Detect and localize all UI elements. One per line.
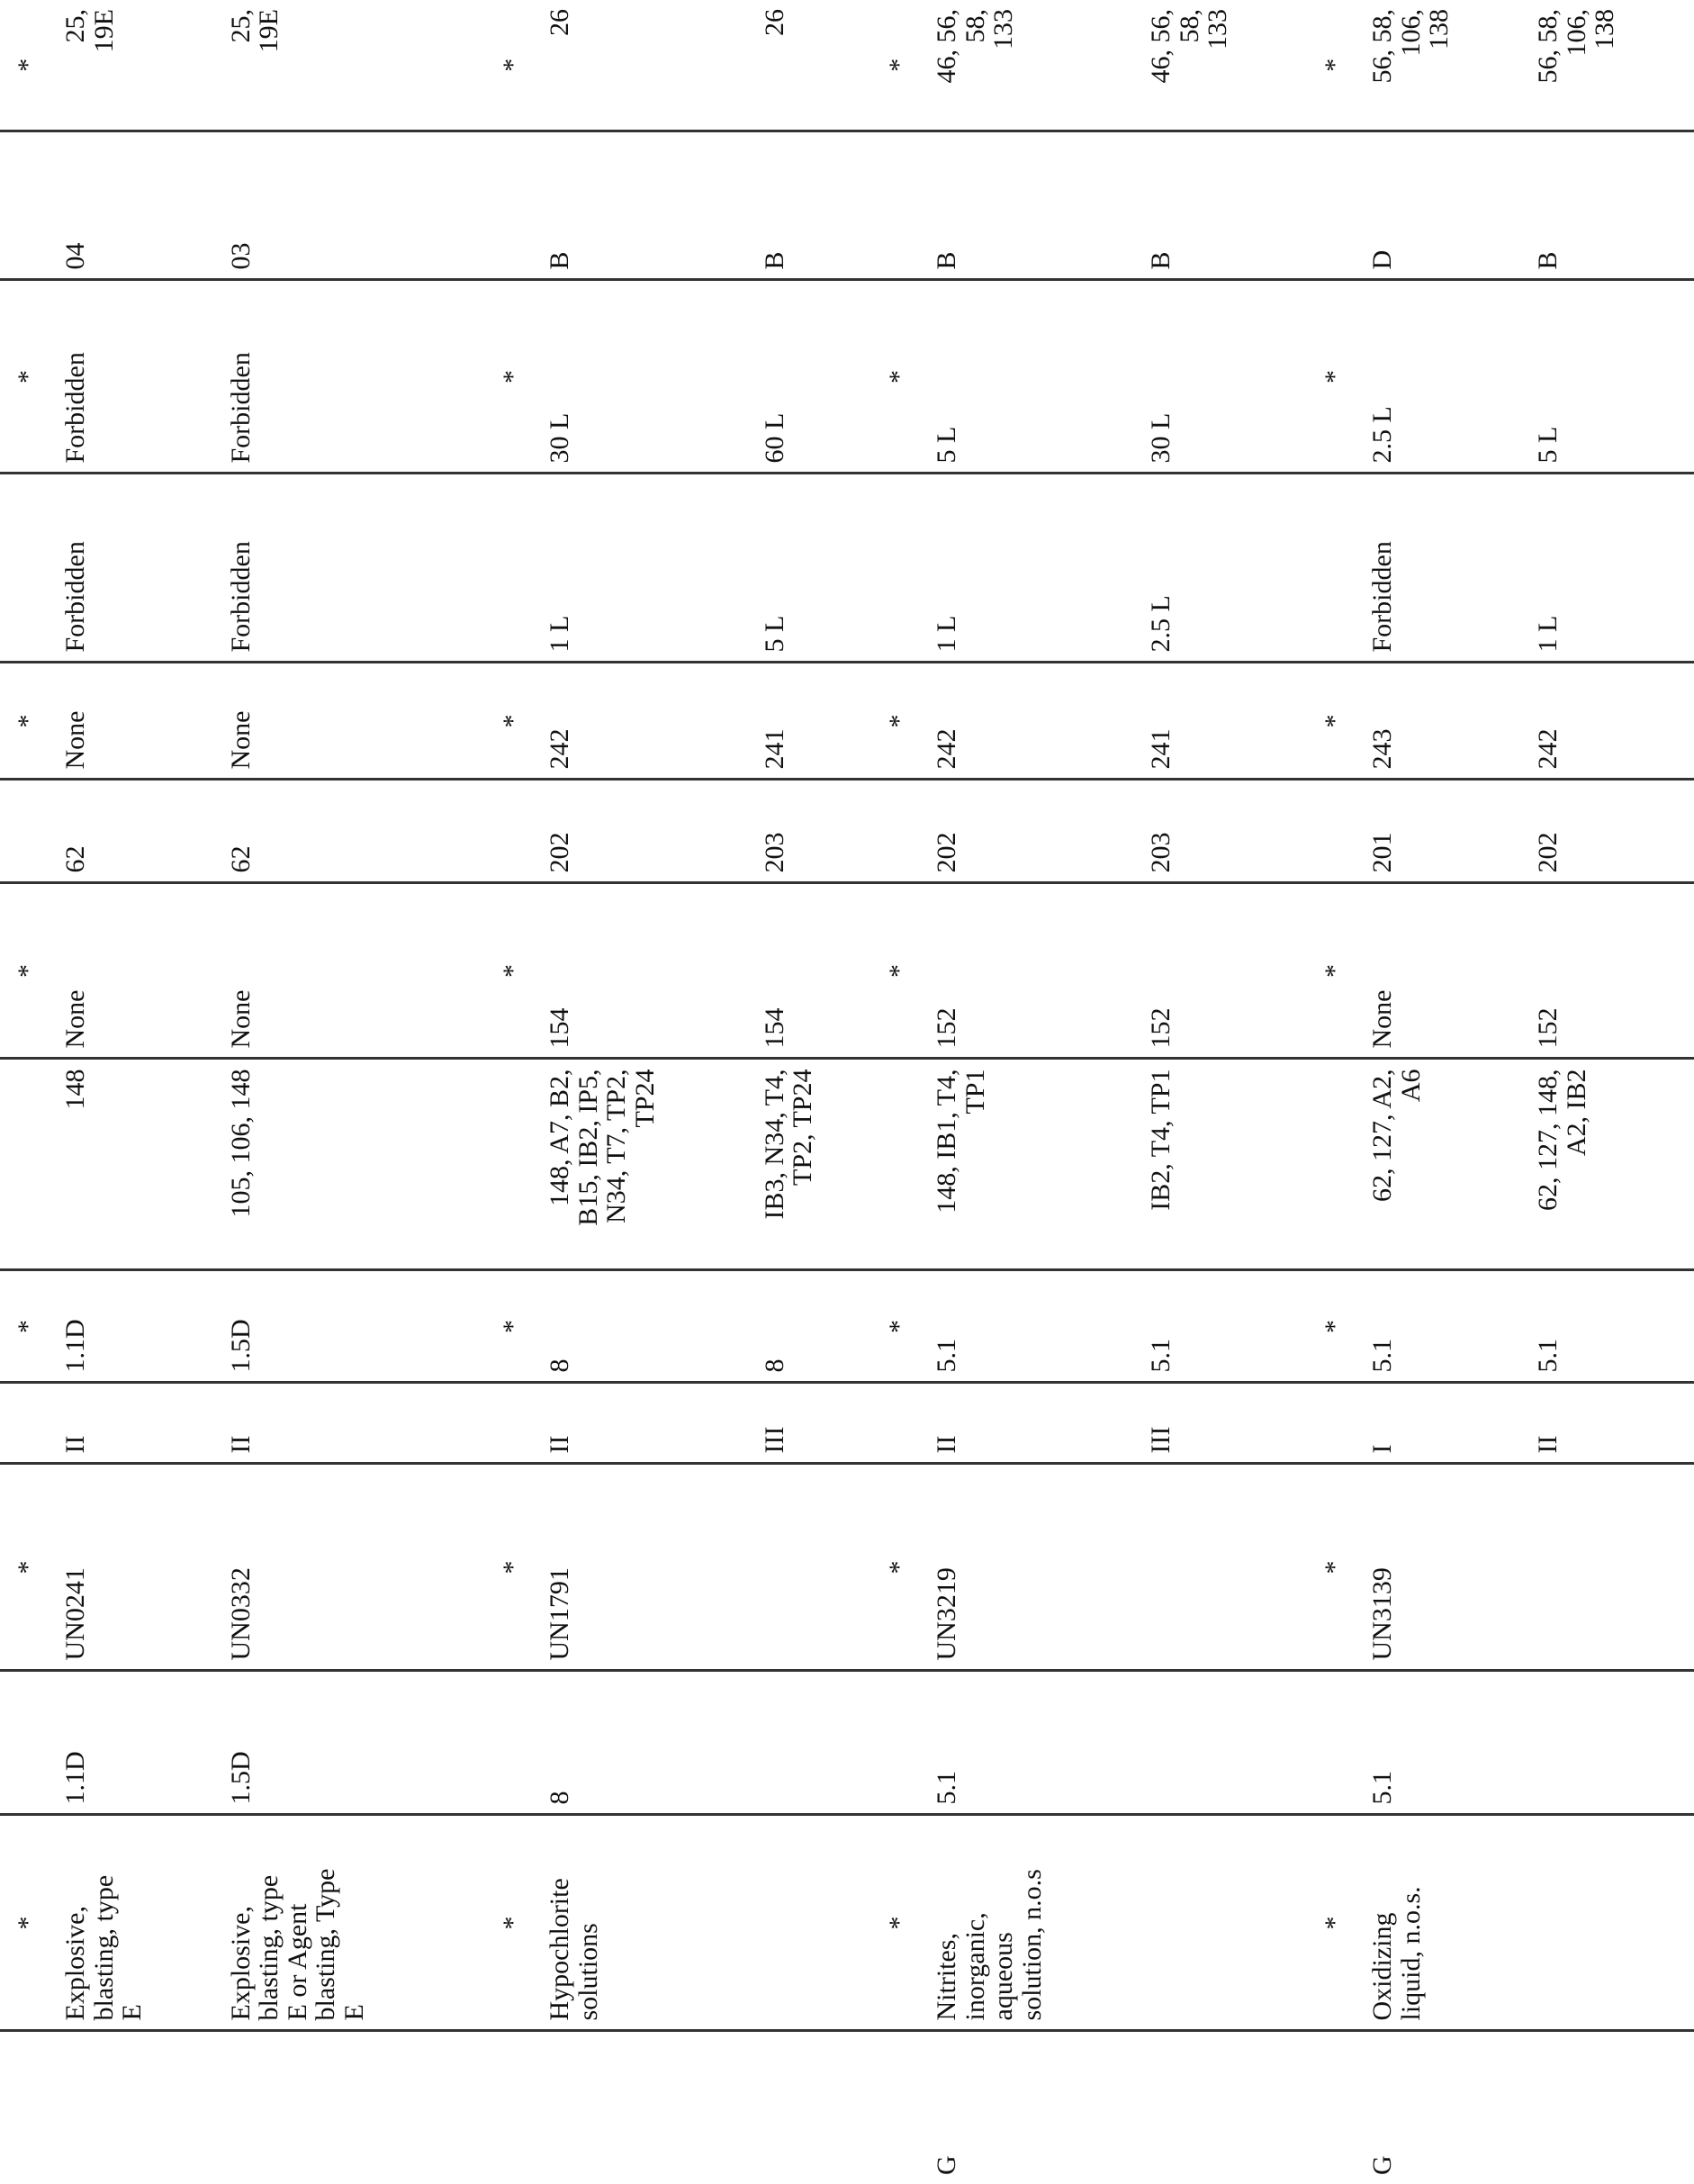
- description-cell: *: [1307, 1815, 1363, 2031]
- special-provisions-line: TP24: [629, 1069, 660, 1128]
- cargo-quantity-cell: 5 L: [1528, 280, 1694, 474]
- id-number-cell: [1528, 1464, 1694, 1671]
- label-codes-cell: 5.1: [1528, 1270, 1694, 1383]
- special-provisions-cell: 105, 106, 148: [221, 1059, 485, 1270]
- vessel-stowage-cell: [871, 131, 927, 280]
- special-provisions-line: TP2, TP24: [788, 1069, 818, 1186]
- cargo-quantity-cell: *: [0, 280, 56, 474]
- vessel-other-cell: *: [884, 58, 915, 72]
- description-line: blasting, type: [254, 1874, 284, 2021]
- packaging-exceptions-cell: 152: [1528, 883, 1694, 1059]
- packaging-exceptions-cell: 152: [927, 883, 1141, 1059]
- table-row: [927, 0, 1141, 2184]
- packaging-exceptions-cell: *: [0, 883, 56, 1059]
- bulk-packaging-cell: *: [0, 663, 56, 780]
- cargo-quantity-cell: 30 L: [1141, 280, 1307, 474]
- symbol-cell: [1141, 2031, 1307, 2184]
- id-number-cell: UN0332: [221, 1464, 485, 1671]
- symbol-cell: [540, 2031, 754, 2184]
- special-provisions-line: 62, 127, A2,: [1367, 1069, 1398, 1203]
- bulk-packaging-cell: 241: [1141, 663, 1307, 780]
- non-bulk-packaging-cell: 62: [221, 780, 485, 883]
- label-codes-cell: 5.1: [927, 1270, 1141, 1383]
- passenger-quantity-cell: [0, 474, 56, 663]
- non-bulk-packaging-cell: 201: [1363, 780, 1528, 883]
- special-provisions-cell: [871, 1059, 927, 1270]
- non-bulk-packaging-cell: [871, 780, 927, 883]
- vessel-other-line: 25,: [60, 9, 90, 43]
- label-codes-cell: 1.1D: [56, 1270, 221, 1383]
- non-bulk-packaging-cell: 202: [1528, 780, 1694, 883]
- packaging-exceptions-cell: None: [1363, 883, 1528, 1059]
- packaging-exceptions-cell: 154: [540, 883, 754, 1059]
- label-codes-cell: *: [1307, 1270, 1363, 1383]
- vessel-other-cell: *: [1320, 58, 1350, 72]
- special-provisions-cell: [1307, 1059, 1363, 1270]
- non-bulk-packaging-cell: [1307, 780, 1363, 883]
- packing-group-cell: [1307, 1383, 1363, 1464]
- special-provisions-line: A6: [1395, 1069, 1426, 1103]
- vessel-other-line: 133: [988, 9, 1019, 50]
- id-number-cell: UN1791: [540, 1464, 754, 1671]
- bulk-packaging-cell: *: [871, 663, 927, 780]
- description-cell: [1528, 1815, 1694, 2031]
- separator-row: [484, 0, 540, 2184]
- id-number-cell: *: [484, 1464, 540, 1671]
- hazard-class-cell: 1.5D: [221, 1671, 485, 1815]
- passenger-quantity-cell: 1 L: [540, 474, 754, 663]
- vessel-stowage-cell: [0, 131, 56, 280]
- hazard-class-cell: [1141, 1671, 1307, 1815]
- vessel-other-cell: [927, 0, 1141, 131]
- special-provisions-cell: [540, 1059, 754, 1270]
- vessel-other-cell: *: [497, 58, 527, 72]
- vessel-stowage-cell: [1307, 131, 1363, 280]
- description-line: E or Agent: [282, 1903, 312, 2021]
- description-line: blasting, type: [88, 1874, 119, 2021]
- hazard-class-cell: [1307, 1671, 1363, 1815]
- bulk-packaging-cell: 243: [1363, 663, 1528, 780]
- non-bulk-packaging-cell: 203: [755, 780, 871, 883]
- vessel-other-line: 56, 58,: [1367, 9, 1398, 84]
- hazard-class-cell: 1.1D: [56, 1671, 221, 1815]
- description-line: Explosive,: [60, 1906, 90, 2021]
- vessel-stowage-cell: B: [1141, 131, 1307, 280]
- cargo-quantity-cell: 60 L: [755, 280, 871, 474]
- packing-group-cell: I: [1363, 1383, 1528, 1464]
- non-bulk-packaging-cell: 203: [1141, 780, 1307, 883]
- table-row: [221, 0, 485, 2184]
- description-line: inorganic,: [960, 1912, 990, 2021]
- bulk-packaging-cell: 242: [1528, 663, 1694, 780]
- vessel-other-cell: 26: [545, 9, 575, 36]
- packaging-exceptions-cell: None: [56, 883, 221, 1059]
- label-codes-cell: *: [871, 1270, 927, 1383]
- table-row: [1363, 0, 1528, 2184]
- special-provisions-line: 148, IB1, T4,: [932, 1069, 962, 1214]
- packing-group-cell: II: [1528, 1383, 1694, 1464]
- passenger-quantity-cell: 2.5 L: [1141, 474, 1307, 663]
- symbol-cell: [1528, 2031, 1694, 2184]
- non-bulk-packaging-cell: 62: [56, 780, 221, 883]
- cargo-quantity-cell: 5 L: [927, 280, 1141, 474]
- special-provisions-cell: [755, 1059, 871, 1270]
- symbol-cell: [755, 2031, 871, 2184]
- special-provisions-cell: IB2, T4, TP1: [1141, 1059, 1307, 1270]
- non-bulk-packaging-cell: 202: [927, 780, 1141, 883]
- id-number-cell: [1141, 1464, 1307, 1671]
- hazard-class-cell: [871, 1671, 927, 1815]
- bulk-packaging-cell: 242: [540, 663, 754, 780]
- cargo-quantity-cell: Forbidden: [56, 280, 221, 474]
- non-bulk-packaging-cell: [484, 780, 540, 883]
- vessel-other-line: 138: [1424, 9, 1455, 50]
- id-number-cell: UN3219: [927, 1464, 1141, 1671]
- non-bulk-packaging-cell: 202: [540, 780, 754, 883]
- special-provisions-cell: [484, 1059, 540, 1270]
- description-cell: [540, 1815, 754, 2031]
- description-line: Nitrites,: [932, 1933, 962, 2021]
- cargo-quantity-cell: *: [484, 280, 540, 474]
- packing-group-cell: [0, 1383, 56, 1464]
- symbol-cell: [221, 2031, 485, 2184]
- vessel-stowage-cell: B: [927, 131, 1141, 280]
- table-row: [1528, 0, 1694, 2184]
- vessel-other-cell: [221, 0, 485, 131]
- special-provisions-cell: [927, 1059, 1141, 1270]
- description-cell: [755, 1815, 871, 2031]
- label-codes-cell: 1.5D: [221, 1270, 485, 1383]
- packing-group-cell: II: [221, 1383, 485, 1464]
- vessel-stowage-cell: 03: [221, 131, 485, 280]
- special-provisions-line: TP1: [960, 1069, 990, 1115]
- vessel-other-line: 58,: [960, 9, 990, 43]
- special-provisions-line: A2, IB2: [1561, 1069, 1591, 1157]
- vessel-other-line: 58,: [1174, 9, 1204, 43]
- description-line: blasting, Type: [311, 1868, 341, 2021]
- table-row: [1141, 0, 1307, 2184]
- vessel-stowage-cell: B: [1528, 131, 1694, 280]
- hazard-class-cell: 5.1: [927, 1671, 1141, 1815]
- bulk-packaging-cell: 241: [755, 663, 871, 780]
- description-line: Explosive,: [225, 1906, 256, 2021]
- symbol-cell: [0, 2031, 56, 2184]
- packing-group-cell: III: [755, 1383, 871, 1464]
- description-line: Hypochlorite: [545, 1878, 575, 2021]
- vessel-other-line: 133: [1203, 9, 1233, 50]
- cargo-quantity-cell: Forbidden: [221, 280, 485, 474]
- description-cell: [1363, 1815, 1528, 2031]
- label-codes-cell: 5.1: [1363, 1270, 1528, 1383]
- non-bulk-packaging-cell: [0, 780, 56, 883]
- vessel-other-cell: [1528, 0, 1694, 131]
- vessel-other-line: 19E: [88, 9, 119, 53]
- description-line: Oxidizing: [1367, 1912, 1398, 2021]
- packaging-exceptions-cell: *: [1307, 883, 1363, 1059]
- passenger-quantity-cell: [871, 474, 927, 663]
- packing-group-cell: III: [1141, 1383, 1307, 1464]
- label-codes-cell: *: [484, 1270, 540, 1383]
- id-number-cell: *: [871, 1464, 927, 1671]
- description-cell: [927, 1815, 1141, 2031]
- vessel-other-cell: [56, 0, 221, 131]
- packing-group-cell: II: [540, 1383, 754, 1464]
- special-provisions-line: N34, T7, TP2,: [601, 1069, 632, 1223]
- label-codes-cell: 5.1: [1141, 1270, 1307, 1383]
- bulk-packaging-cell: 242: [927, 663, 1141, 780]
- symbol-cell: [56, 2031, 221, 2184]
- vessel-other-cell: [1141, 0, 1307, 131]
- packing-group-cell: II: [56, 1383, 221, 1464]
- packaging-exceptions-cell: None: [221, 883, 485, 1059]
- description-cell: [221, 1815, 485, 2031]
- hazard-class-cell: 8: [540, 1671, 754, 1815]
- symbol-cell: G: [927, 2031, 1141, 2184]
- hazard-class-cell: [484, 1671, 540, 1815]
- packaging-exceptions-cell: *: [871, 883, 927, 1059]
- description-cell: *: [0, 1815, 56, 2031]
- special-provisions-cell: [0, 1059, 56, 1270]
- vessel-other-cell: *: [13, 58, 43, 72]
- hazard-class-cell: 5.1: [1363, 1671, 1528, 1815]
- packaging-exceptions-cell: 152: [1141, 883, 1307, 1059]
- vessel-stowage-cell: 04: [56, 131, 221, 280]
- special-provisions-cell: [1528, 1059, 1694, 1270]
- vessel-other-line: 106,: [1395, 9, 1426, 57]
- special-provisions-line: 148, A7, B2,: [545, 1069, 575, 1207]
- description-cell: *: [484, 1815, 540, 2031]
- table-row: [540, 0, 754, 2184]
- vessel-stowage-cell: B: [755, 131, 871, 280]
- special-provisions-line: B15, IB2, IP5,: [572, 1069, 603, 1226]
- id-number-cell: *: [1307, 1464, 1363, 1671]
- separator-row: [0, 0, 56, 2184]
- table-row: [755, 0, 871, 2184]
- special-provisions-line: IB3, N34, T4,: [759, 1069, 789, 1220]
- special-provisions-cell: 148: [56, 1059, 221, 1270]
- passenger-quantity-cell: 5 L: [755, 474, 871, 663]
- description-line: solutions: [572, 1923, 603, 2021]
- packing-group-cell: [484, 1383, 540, 1464]
- symbol-cell: [484, 2031, 540, 2184]
- special-provisions-line: 62, 127, 148,: [1533, 1069, 1563, 1211]
- special-provisions-cell: [1363, 1059, 1528, 1270]
- bulk-packaging-cell: *: [1307, 663, 1363, 780]
- bulk-packaging-cell: None: [56, 663, 221, 780]
- description-cell: [56, 1815, 221, 2031]
- bulk-packaging-cell: *: [484, 663, 540, 780]
- id-number-cell: UN3139: [1363, 1464, 1528, 1671]
- symbol-cell: G: [1363, 2031, 1528, 2184]
- symbol-cell: [871, 2031, 927, 2184]
- hazard-class-cell: [755, 1671, 871, 1815]
- label-codes-cell: *: [0, 1270, 56, 1383]
- passenger-quantity-cell: Forbidden: [221, 474, 485, 663]
- vessel-other-line: 46, 56,: [932, 9, 962, 84]
- description-line: aqueous: [988, 1932, 1019, 2021]
- packing-group-cell: II: [927, 1383, 1141, 1464]
- packaging-exceptions-cell: 154: [755, 883, 871, 1059]
- description-cell: [1141, 1815, 1307, 2031]
- vessel-other-line: 138: [1590, 9, 1620, 50]
- table-row: [56, 0, 221, 2184]
- vessel-stowage-cell: B: [540, 131, 754, 280]
- passenger-quantity-cell: Forbidden: [56, 474, 221, 663]
- passenger-quantity-cell: 1 L: [927, 474, 1141, 663]
- cargo-quantity-cell: *: [1307, 280, 1363, 474]
- description-line: E: [338, 2004, 369, 2021]
- passenger-quantity-cell: [484, 474, 540, 663]
- hazard-class-cell: [0, 1671, 56, 1815]
- passenger-quantity-cell: [1307, 474, 1363, 663]
- description-cell: *: [871, 1815, 927, 2031]
- cargo-quantity-cell: 30 L: [540, 280, 754, 474]
- packing-group-cell: [871, 1383, 927, 1464]
- vessel-other-line: 19E: [254, 9, 284, 53]
- bulk-packaging-cell: None: [221, 663, 485, 780]
- id-number-cell: *: [0, 1464, 56, 1671]
- vessel-stowage-cell: [484, 131, 540, 280]
- vessel-other-line: 25,: [225, 9, 256, 43]
- passenger-quantity-cell: Forbidden: [1363, 474, 1528, 663]
- id-number-cell: [755, 1464, 871, 1671]
- vessel-other-cell: 26: [759, 9, 789, 36]
- vessel-other-line: 56, 58,: [1533, 9, 1563, 84]
- hazard-class-cell: [1528, 1671, 1694, 1815]
- cargo-quantity-cell: 2.5 L: [1363, 280, 1528, 474]
- description-line: liquid, n.o.s.: [1395, 1886, 1426, 2021]
- vessel-other-line: 46, 56,: [1146, 9, 1176, 84]
- label-codes-cell: 8: [755, 1270, 871, 1383]
- passenger-quantity-cell: 1 L: [1528, 474, 1694, 663]
- separator-row: [1307, 0, 1363, 2184]
- cargo-quantity-cell: *: [871, 280, 927, 474]
- symbol-cell: [1307, 2031, 1363, 2184]
- packaging-exceptions-cell: *: [484, 883, 540, 1059]
- vessel-stowage-cell: D: [1363, 131, 1528, 280]
- vessel-other-line: 106,: [1561, 9, 1591, 57]
- separator-row: [871, 0, 927, 2184]
- description-line: solution, n.o.s: [1016, 1869, 1047, 2021]
- id-number-cell: UN0241: [56, 1464, 221, 1671]
- vessel-other-cell: [1363, 0, 1528, 131]
- label-codes-cell: 8: [540, 1270, 754, 1383]
- description-line: E: [117, 2004, 147, 2021]
